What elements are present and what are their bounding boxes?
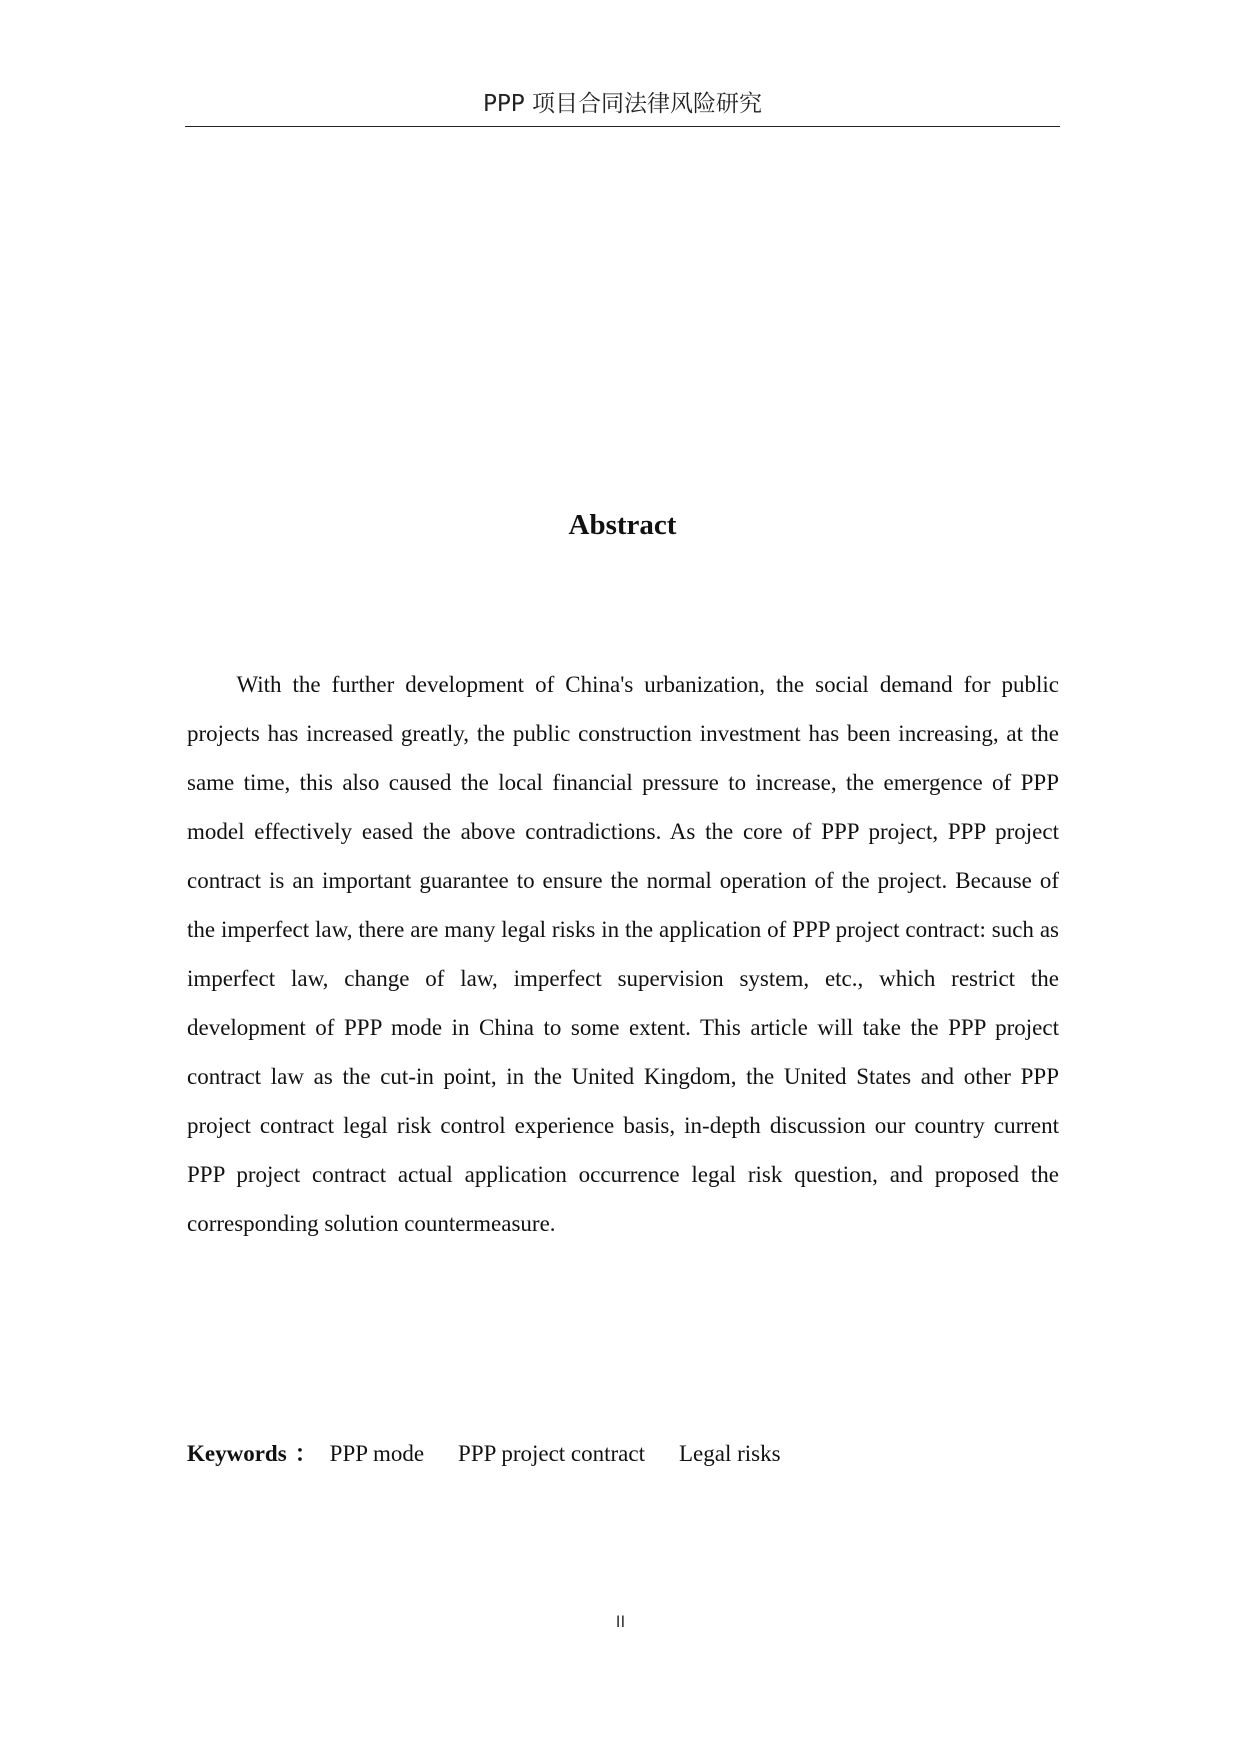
keywords-line bbox=[187, 1436, 1059, 1472]
abstract-title: Abstract bbox=[568, 509, 677, 541]
keyword-item: PPP project contract bbox=[458, 1441, 645, 1466]
keyword-item: PPP mode bbox=[329, 1441, 425, 1466]
keywords-separator: ： bbox=[294, 1441, 318, 1466]
page-number: II bbox=[615, 1612, 626, 1631]
running-header-title: PPP 项目合同法律风险研究 bbox=[483, 91, 762, 117]
abstract-body: With the further development of China's urbanization, the social demand for public projects has increased greatly, the public construction investment has been increasing, at the same time, this also caused the local financial pressure to increase, the emergence of PPP model effectively eased the above contradictions. As the core of PPP project, PPP project contract is an important guarantee to ensure the normal operation of the project. Because of the imperfect law, there are many legal risks in the application of PPP project contract: such as imperfect law, change of law, imperfect supervision system, etc., which restrict the development of PPP mode in China to some extent. This article will take the PPP project contract law as the cut-in point, in the United Kingdom, the United States and other PPP project contract legal risk control experience basis, in-depth discussion our country current PPP project contract actual application occurrence legal risk question, and proposed the corresponding solution countermeasure. bbox=[187, 672, 1059, 1236]
keyword-item: Legal risks bbox=[679, 1441, 781, 1466]
keywords-label: Keywords bbox=[187, 1441, 287, 1466]
running-header bbox=[185, 86, 1060, 127]
